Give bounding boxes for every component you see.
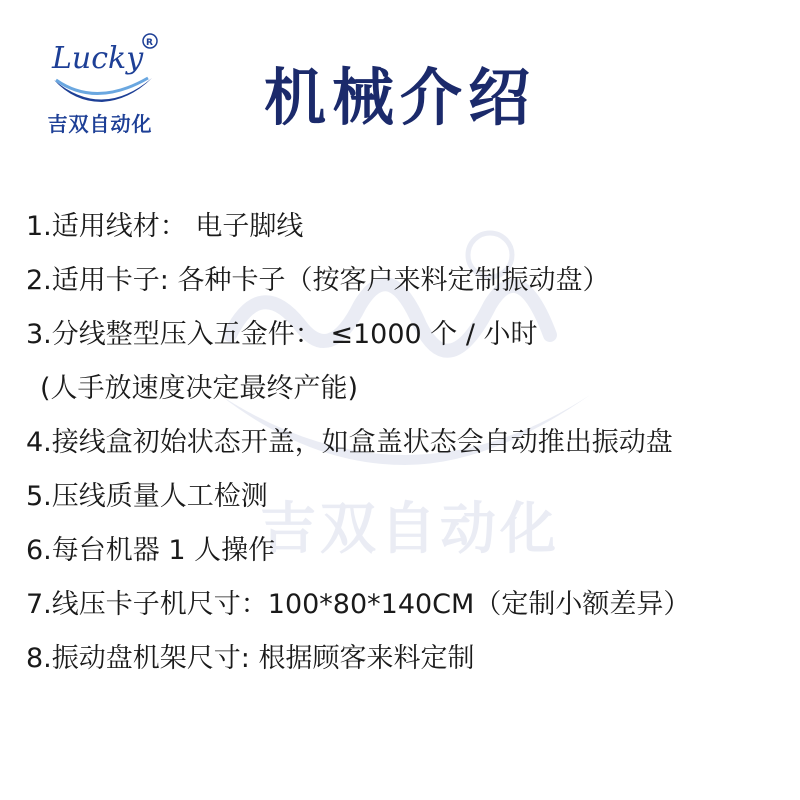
spec-item: 7.线压卡子机尺寸：100*80*140CM（定制小额差异）: [26, 589, 691, 620]
spec-list: [26, 200, 786, 686]
spec-item-note: (人手放速度决定最终产能): [40, 373, 359, 404]
spec-item: 1.适用线材： 电子脚线: [26, 211, 304, 242]
spec-item: 3.分线整型压入五金件： ≤1000 个 / 小时: [26, 319, 538, 350]
logo-caption: 吉双自动化: [47, 112, 153, 136]
spec-item: 6.每台机器 1 人操作: [26, 535, 276, 566]
watermark-text: 吉双自动化: [260, 497, 560, 562]
svg-text:R: R: [146, 38, 153, 48]
page-title: 机械介绍: [263, 61, 536, 134]
spec-item: 8.振动盘机架尺寸: 根据顾客来料定制: [26, 643, 475, 674]
logo-wordmark: Lucky: [52, 41, 144, 76]
spec-item: 2.适用卡子: 各种卡子（按客户来料定制振动盘）: [26, 265, 610, 296]
spec-item: 5.压线质量人工检测: [26, 481, 268, 512]
spec-item: 4.接线盒初始状态开盖，如盒盖状态会自动推出振动盘: [26, 427, 673, 458]
